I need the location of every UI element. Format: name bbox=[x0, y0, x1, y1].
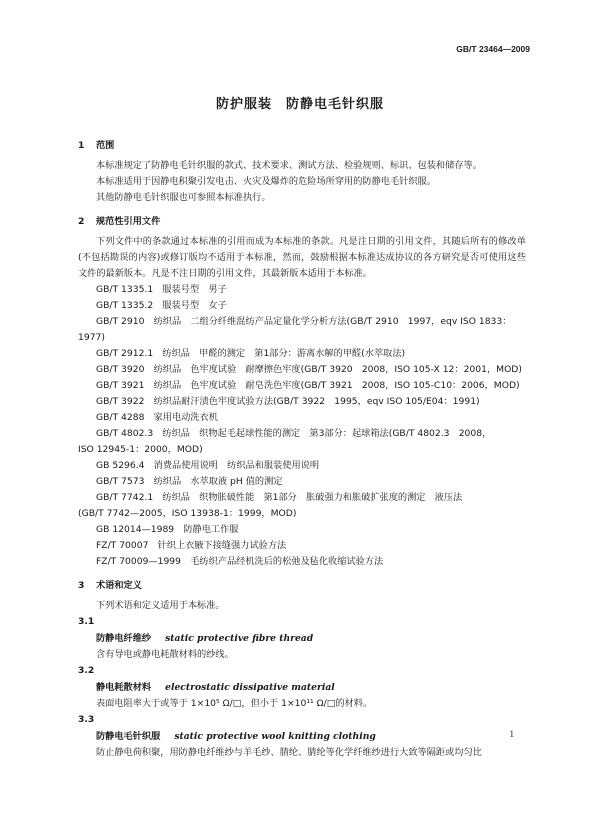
reference-item: GB/T 2910 纺织品 二组分纤维混纺产品定量化学分析方法(GB/T 2910 1997，eqv ISO 1833： 1977) bbox=[78, 316, 512, 343]
reference-item: FZ/T 70009—1999 毛纺织产品经机洗后的松弛及毡化收缩试验方法 bbox=[96, 556, 384, 567]
reference-item: GB 12014—1989 防静电工作服 bbox=[96, 524, 239, 535]
reference-item: GB/T 1335.2 服装号型 女子 bbox=[96, 300, 227, 311]
paragraph: 下列术语和定义适用于本标准。 bbox=[96, 600, 225, 611]
term-definition: 表面电阻率大于或等于 1×10⁵ Ω/□，但小于 1×10¹¹ Ω/□的材料。 bbox=[96, 698, 373, 709]
document-title: 防护服装 防静电毛针织服 bbox=[215, 97, 384, 112]
term-number: 3.1 bbox=[78, 616, 95, 627]
reference-item: GB/T 4802.3 纺织品 织物起毛起球性能的测定 第3部分：起球箱法(GB/T 4802.3 2008， ISO 12945-1：2000，MOD) bbox=[78, 428, 492, 455]
term-definition: 含有导电或静电耗散材料的纱线。 bbox=[96, 649, 234, 660]
page-number: 1 bbox=[509, 729, 514, 739]
paragraph: 本标准规定了防静电毛针织服的款式、技术要求、测试方法、检验规则、标识、包装和储存等。 bbox=[96, 160, 482, 171]
section-heading-normative: 2 规范性引用文件 bbox=[78, 216, 161, 227]
reference-item: GB/T 4288 家用电动洗衣机 bbox=[96, 412, 218, 423]
reference-item: GB/T 1335.1 服装号型 男子 bbox=[96, 284, 227, 295]
paragraph: 其他防静电毛针织服也可参照本标准执行。 bbox=[96, 192, 271, 203]
reference-item: GB/T 3921 纺织品 色牢度试验 耐皂洗色牢度(GB/T 3921 2008，ISO 105-C10：2006，MOD) bbox=[96, 380, 520, 391]
reference-item: GB/T 3922 纺织品耐汗渍色牢度试验方法(GB/T 3922 1995，eqv ISO 105/E04：1991) bbox=[96, 396, 480, 407]
term-number: 3.3 bbox=[78, 714, 95, 725]
term-entry: 防静电纤维纱 static protective fibre thread bbox=[96, 633, 314, 644]
term-number: 3.2 bbox=[78, 665, 95, 676]
reference-item: GB/T 7742.1 纺织品 织物胀破性能 第1部分 胀破强力和胀破扩张度的测定 液压法 (GB/T 7742—2005，ISO 13938-1：1999，MOD) bbox=[78, 492, 463, 519]
standard-number: GB/T 23464—2009 bbox=[456, 44, 530, 54]
reference-item: GB/T 7573 纺织品 水萃取液 pH 值的测定 bbox=[96, 476, 283, 487]
reference-item: FZ/T 70007 针织上衣腋下接缝强力试验方法 bbox=[96, 540, 287, 551]
paragraph: 下列文件中的条款通过本标准的引用而成为本标准的条款。凡是注日期的引用文件，其随后所有的修改单(不包括勘误的内容)或修订版均不适用于本标准，然而，鼓励根据本标准达成协议的各方研究是否可使用这些文件的最新版本。凡是不注日期的引用文件，其最新版本适用于本标准。 bbox=[78, 236, 526, 279]
document-body bbox=[78, 138, 526, 761]
section-heading-terms: 3 术语和定义 bbox=[78, 580, 142, 591]
section-heading-scope: 1 范围 bbox=[78, 140, 115, 151]
reference-item: GB/T 2912.1 纺织品 甲醛的测定 第1部分：游离水解的甲醛(水萃取法) bbox=[96, 348, 406, 359]
term-entry: 静电耗散材料 electrostatic dissipative material bbox=[96, 682, 335, 693]
term-definition: 防止静电荷积聚，用防静电纤维纱与羊毛纱、腈纶、腈纶等化学纤维纱进行大致等隔距或均匀比 bbox=[96, 747, 482, 758]
reference-item: GB/T 3920 纺织品 色牢度试验 耐摩擦色牢度(GB/T 3920 2008，ISO 105-X 12：2001，MOD) bbox=[96, 364, 522, 375]
paragraph: 本标准适用于因静电积聚引发电击、火灾及爆炸的危险场所穿用的防静电毛针织服。 bbox=[96, 176, 436, 187]
reference-item: GB 5296.4 消费品使用说明 纺织品和服装使用说明 bbox=[96, 460, 320, 471]
term-entry: 防静电毛针织服 static protective wool knitting clothing bbox=[96, 731, 376, 742]
